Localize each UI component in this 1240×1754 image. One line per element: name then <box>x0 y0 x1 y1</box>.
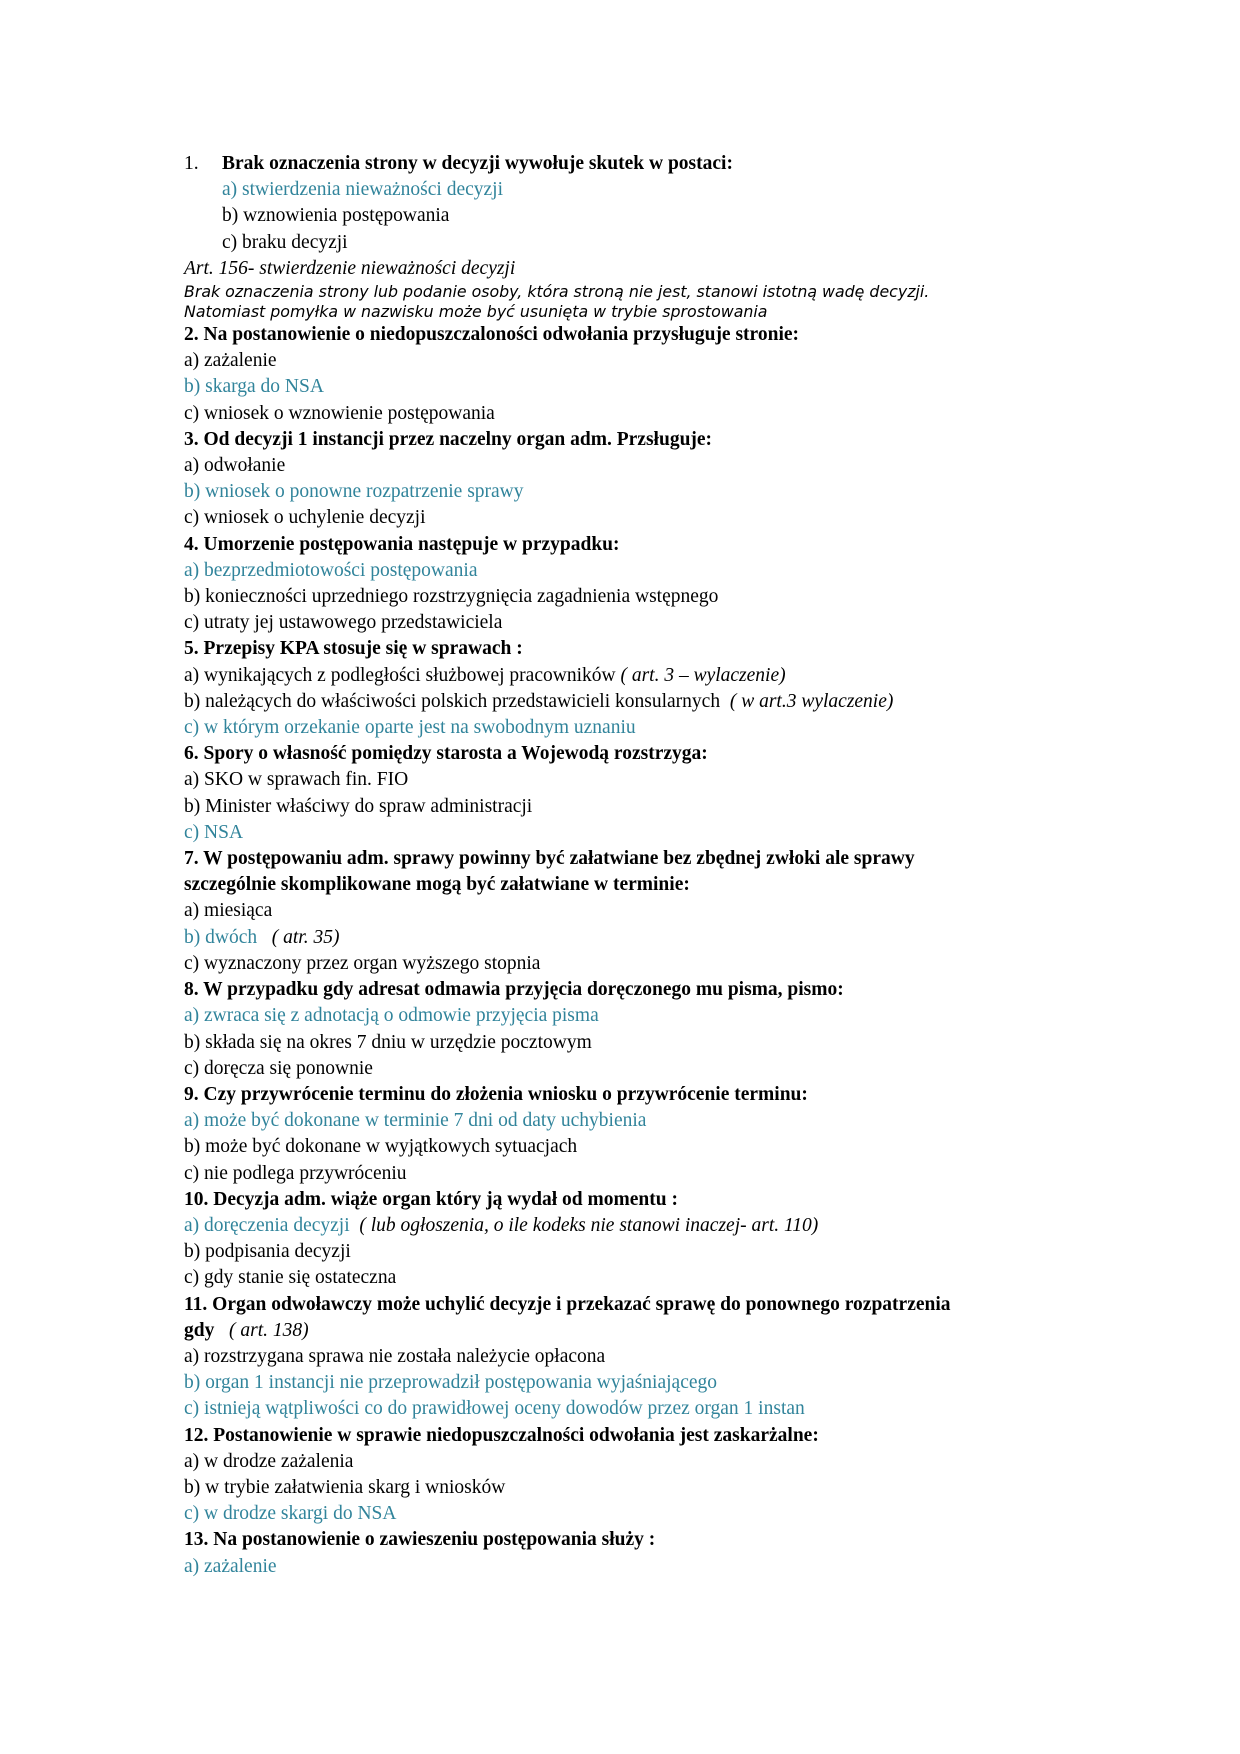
question-1-number: 1. <box>184 153 199 174</box>
question-5-answer-a-text: a) wynikających z podległości służbowej pracowników <box>184 664 616 686</box>
question-7-answer-b-text: b) dwóch <box>184 926 258 948</box>
question-7-line-1: 7. W postępowaniu adm. sprawy powinny być załatwiane bez zbędnej zwłoki ale sprawy <box>184 848 915 870</box>
question-5-answer-a <box>184 663 1114 689</box>
question-7-line-2: szczególnie skomplikowane mogą być załatwiane w terminie: <box>184 874 690 896</box>
question-2: 2. Na postanowienie o niedopuszczaloności odwołania przysługuje stronie: <box>184 324 800 346</box>
question-1-note-2: Natomiast pomyłka w nazwisku może być usunięta w trybie sprostowania <box>184 302 768 322</box>
question-9-answer-c: c) nie podlega przywróceniu <box>184 1162 407 1184</box>
question-3-answer-c: c) wniosek o uchylenie decyzji <box>184 507 426 529</box>
question-4-answer-a: a) bezprzedmiotowości postępowania <box>184 559 478 581</box>
question-5-answer-b-text: b) należących do właściwości polskich przedstawicieli konsularnych <box>184 690 721 712</box>
question-5-answer-b <box>184 689 1114 715</box>
question-9-answer-a: a) może być dokonane w terminie 7 dni od daty uchybienia <box>184 1110 647 1132</box>
question-6-answer-c: c) NSA <box>184 821 244 843</box>
question-8-answer-b: b) składa się na okres 7 dniu w urzędzie pocztowym <box>184 1031 592 1053</box>
question-12-answer-b: b) w trybie załatwienia skarg i wniosków <box>184 1476 506 1498</box>
question-6-answer-b: b) Minister właściwy do spraw administracji <box>184 795 533 817</box>
question-12: 12. Postanowienie w sprawie niedopuszczalności odwołania jest zaskarżalne: <box>184 1424 819 1446</box>
question-10-answer-c: c) gdy stanie się ostateczna <box>184 1267 397 1289</box>
question-10-answer-a <box>184 1213 1114 1239</box>
document-content <box>184 151 1114 1580</box>
question-8: 8. W przypadku gdy adresat odmawia przyjęcia doręczonego mu pisma, pismo: <box>184 979 844 1001</box>
question-11-note: ( art. 138) <box>228 1319 309 1341</box>
question-10: 10. Decyzja adm. wiąże organ który ją wydał od momentu : <box>184 1188 678 1210</box>
question-4: 4. Umorzenie postępowania następuje w przypadku: <box>184 533 620 555</box>
question-11-line-2-text: gdy <box>184 1319 215 1341</box>
question-8-answer-a: a) zwraca się z adnotacją o odmowie przyjęcia pisma <box>184 1005 599 1027</box>
question-1-note-1: Brak oznaczenia strony lub podanie osoby, która stroną nie jest, stanowi istotną wadę decyzji. <box>184 282 930 302</box>
question-5-answer-c: c) w którym orzekanie oparte jest na swobodnym uznaniu <box>184 717 636 739</box>
question-1-answer-a: a) stwierdzenia nieważności decyzji <box>222 179 503 201</box>
question-5-answer-a-note: ( art. 3 – wylaczenie) <box>620 664 786 686</box>
question-5-answer-b-note: ( w art.3 wylaczenie) <box>729 690 894 712</box>
question-11-answer-a: a) rozstrzygana sprawa nie została należycie opłacona <box>184 1345 606 1367</box>
question-12-answer-a: a) w drodze zażalenia <box>184 1450 354 1472</box>
question-10-answer-a-text: a) doręczenia decyzji <box>184 1214 350 1236</box>
question-10-answer-b: b) podpisania decyzji <box>184 1241 351 1263</box>
question-1-article: Art. 156- stwierdzenie nieważności decyzji <box>184 257 516 279</box>
question-3-answer-b: b) wniosek o ponowne rozpatrzenie sprawy <box>184 481 524 503</box>
question-3-answer-a: a) odwołanie <box>184 455 286 477</box>
question-13-answer-a: a) zażalenie <box>184 1555 277 1577</box>
question-11-line-2 <box>184 1318 1114 1344</box>
question-2-answer-a: a) zażalenie <box>184 350 277 372</box>
question-11-line-1: 11. Organ odwoławczy może uchylić decyzje i przekazać sprawę do ponownego rozpatrzenia <box>184 1293 951 1315</box>
question-7-answer-b-note: ( atr. 35) <box>271 926 340 948</box>
question-1-answer-c: c) braku decyzji <box>222 231 348 253</box>
question-1-text: Brak oznaczenia strony w decyzji wywołuje skutek w postaci: <box>222 153 733 174</box>
question-4-answer-c: c) utraty jej ustawowego przedstawiciela <box>184 612 503 634</box>
question-11-answer-c: c) istnieją wątpliwości co do prawidłowej oceny dowodów przez organ 1 instan <box>184 1398 805 1420</box>
question-4-answer-b: b) konieczności uprzedniego rozstrzygnięcia zagadnienia wstępnego <box>184 586 719 608</box>
question-9: 9. Czy przywrócenie terminu do złożenia wniosku o przywrócenie terminu: <box>184 1083 808 1105</box>
question-9-answer-b: b) może być dokonane w wyjątkowych sytuacjach <box>184 1136 578 1158</box>
question-10-answer-a-note: ( lub ogłoszenia, o ile kodeks nie stanowi inaczej- art. 110) <box>359 1214 819 1236</box>
question-13: 13. Na postanowienie o zawieszeniu postępowania służy : <box>184 1529 656 1551</box>
question-6-answer-a: a) SKO w sprawach fin. FIO <box>184 769 409 791</box>
question-6: 6. Spory o własność pomiędzy starosta a Wojewodą rozstrzyga: <box>184 743 708 765</box>
question-1 <box>184 151 1114 177</box>
question-12-answer-c: c) w drodze skargi do NSA <box>184 1503 397 1525</box>
question-7-answer-b <box>184 925 1114 951</box>
question-7-answer-a: a) miesiąca <box>184 900 273 922</box>
question-1-answer-b: b) wznowienia postępowania <box>222 205 450 227</box>
question-2-answer-b: b) skarga do NSA <box>184 376 324 398</box>
question-2-answer-c: c) wniosek o wznowienie postępowania <box>184 402 495 424</box>
question-3: 3. Od decyzji 1 instancji przez naczelny organ adm. Przsługuje: <box>184 428 713 450</box>
question-8-answer-c: c) doręcza się ponownie <box>184 1057 373 1079</box>
question-7-answer-c: c) wyznaczony przez organ wyższego stopnia <box>184 952 541 974</box>
question-11-answer-b: b) organ 1 instancji nie przeprowadził postępowania wyjaśniającego <box>184 1372 718 1394</box>
question-5: 5. Przepisy KPA stosuje się w sprawach : <box>184 638 523 660</box>
